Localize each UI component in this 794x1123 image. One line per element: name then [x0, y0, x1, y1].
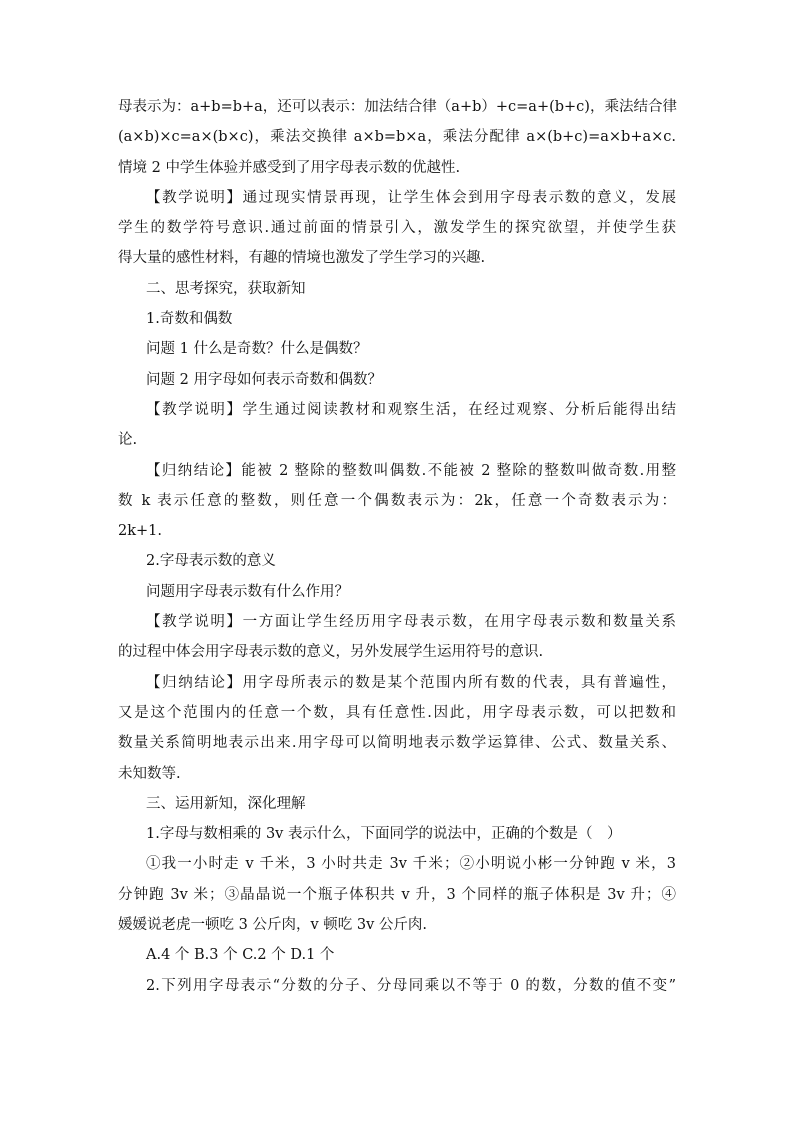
text-line: ①我一小时走 v 千米，3 小时共走 3v 千米；②小明说小彬一分钟跑 v 米，3	[146, 856, 676, 873]
text-line: 论.	[118, 432, 138, 449]
text-line: 1.字母与数相乘的 3v 表示什么，下面同学的说法中，正确的个数是（ ）	[146, 826, 622, 843]
text-line: A.4 个 B.3 个 C.2 个 D.1 个	[146, 947, 335, 964]
text-line: 2k+1.	[118, 523, 162, 540]
text-line: 二、思考探究，获取新知	[146, 280, 306, 297]
text-line: 问题 1 什么是奇数？什么是偶数？	[146, 341, 368, 358]
text-line: 2.下列用字母表示“分数的分子、分母同乘以不等于 0 的数，分数的值不变”	[146, 977, 676, 994]
text-line: 又是这个范围内的任意一个数，具有任意性.因此，用字母表示数，可以把数和	[118, 704, 676, 721]
text-line: 【教学说明】一方面让学生经历用字母表示数，在用字母表示数和数量关系	[146, 614, 676, 631]
text-line: 2.字母表示数的意义	[146, 553, 276, 570]
text-line: 问题 2 用字母如何表示奇数和偶数？	[146, 371, 382, 388]
document-page	[118, 92, 676, 1001]
text-line: 【教学说明】通过现实情景再现，让学生体会到用字母表示数的意义，发展	[146, 189, 676, 206]
text-line: 未知数等.	[118, 765, 181, 782]
text-line: 媛媛说老虎一顿吃 3 公斤肉，v 顿吃 3v 公斤肉.	[118, 917, 427, 934]
text-line: 情境 2 中学生体验并感受到了用字母表示数的优越性.	[118, 159, 461, 176]
text-line: 数 k 表示任意的整数，则任意一个偶数表示为：2k，任意一个奇数表示为：	[118, 492, 676, 509]
text-line: 【归纳结论】用字母所表示的数是某个范围内所有数的代表，具有普遍性，	[146, 674, 676, 691]
text-line: (a×b)×c=a×(b×c)，乘法交换律 a×b=b×a，乘法分配律 a×(b+c)=a×b+a×c.	[118, 129, 676, 146]
text-line: 分钟跑 3v 米；③晶晶说一个瓶子体积共 v 升，3 个同样的瓶子体积是 3v 升；④	[118, 886, 676, 903]
text-line: 问题用字母表示数有什么作用？	[146, 583, 349, 600]
text-line: 数量关系简明地表示出来.用字母可以简明地表示数学运算律、公式、数量关系、	[118, 735, 676, 752]
text-line: 得大量的感性材料，有趣的情境也激发了学生学习的兴趣.	[118, 250, 486, 267]
text-line: 【归纳结论】能被 2 整除的整数叫偶数.不能被 2 整除的整数叫做奇数.用整	[146, 462, 676, 479]
text-line: 母表示为：a+b=b+a，还可以表示：加法结合律（a+b）+c=a+(b+c)，乘法结合律	[118, 99, 677, 115]
text-line: 三、运用新知，深化理解	[146, 795, 306, 812]
text-line: 学生的数学符号意识.通过前面的情景引入，激发学生的探究欲望，并使学生获	[118, 220, 676, 237]
text-line: 1.奇数和偶数	[146, 311, 233, 328]
text-line: 【教学说明】学生通过阅读教材和观察生活，在经过观察、分析后能得出结	[146, 401, 676, 418]
text-line: 的过程中体会用字母表示数的意义，另外发展学生运用符号的意识.	[118, 644, 544, 661]
